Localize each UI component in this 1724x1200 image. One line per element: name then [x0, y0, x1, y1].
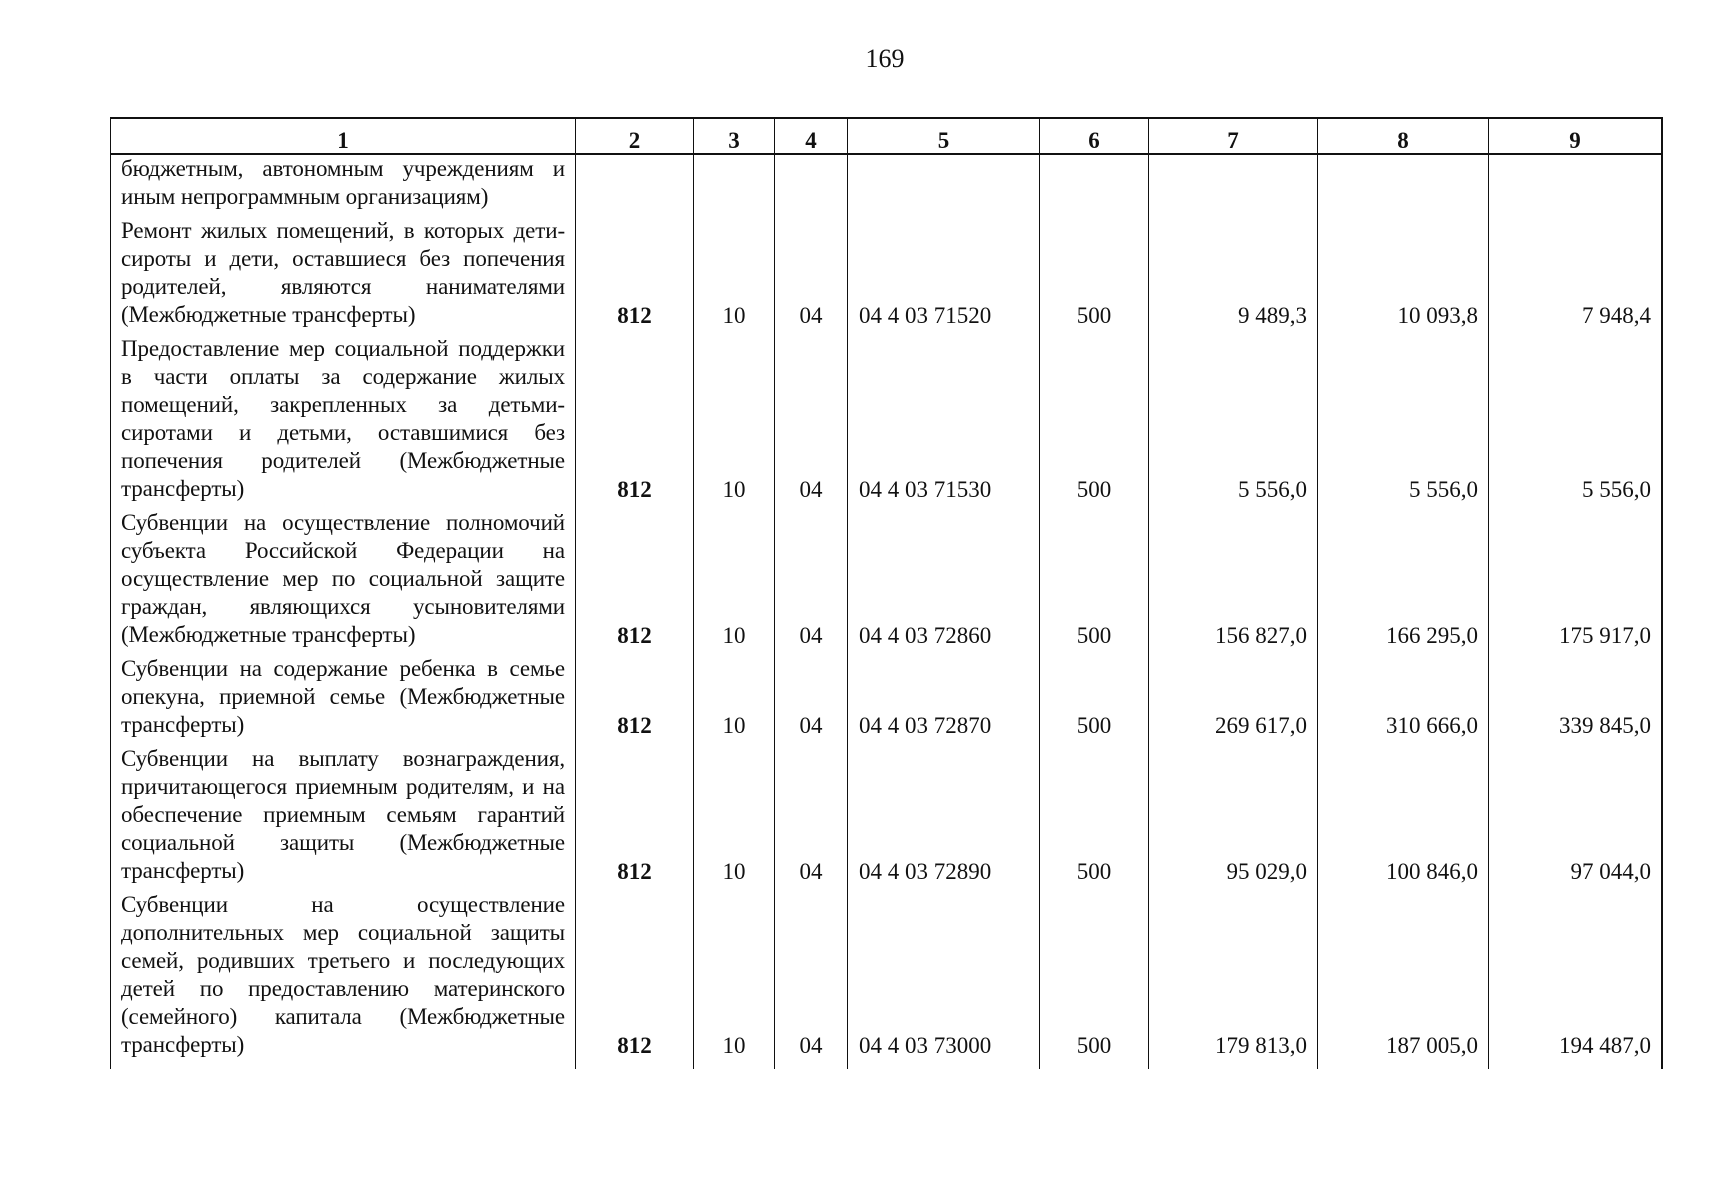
cell-subsection: 04 [774, 217, 847, 335]
cell-ministry-code: 812 [575, 745, 693, 891]
cell-amount-year2: 10 093,8 [1317, 217, 1488, 335]
cell-subsection: 04 [774, 509, 847, 655]
cell-target-article: 04 4 03 72860 [847, 509, 1039, 655]
cell-amount-year3 [1488, 155, 1663, 217]
cell-amount-year1: 179 813,0 [1148, 891, 1317, 1065]
cell-subsection: 04 [774, 335, 847, 509]
cell-expense-type: 500 [1039, 335, 1148, 509]
header-cell: 6 [1039, 119, 1148, 155]
cell-subsection: 04 [774, 745, 847, 891]
cell-section: 10 [693, 891, 774, 1065]
cell-target-article: 04 4 03 72870 [847, 655, 1039, 745]
row-description: Субвенции на осуществление дополнительных мер социальной защиты семей, родивших третьего и последующих детей по предоставлению материнского (семейного) капитала (Межбюджетные трансферты) [110, 891, 575, 1065]
cell-ministry-code: 812 [575, 891, 693, 1065]
cell-section: 10 [693, 335, 774, 509]
table-row [110, 891, 1663, 1065]
cell-amount-year3: 97 044,0 [1488, 745, 1663, 891]
cell-target-article: 04 4 03 71520 [847, 217, 1039, 335]
cell-ministry-code [575, 155, 693, 217]
table-row [110, 745, 1663, 891]
cell-amount-year1: 5 556,0 [1148, 335, 1317, 509]
cell-subsection: 04 [774, 655, 847, 745]
cell-target-article [847, 155, 1039, 217]
row-description: Субвенции на осуществление полномочий субъекта Российской Федерации на осуществление мер по социальной защите граждан, являющихся усыновителями (Межбюджетные трансферты) [110, 509, 575, 655]
cell-section: 10 [693, 217, 774, 335]
table-row [110, 155, 1663, 217]
table-header-row [110, 119, 1663, 155]
cell-ministry-code: 812 [575, 217, 693, 335]
header-cell: 3 [693, 119, 774, 155]
cell-subsection [774, 155, 847, 217]
cell-amount-year1 [1148, 155, 1317, 217]
cell-expense-type [1039, 155, 1148, 217]
page-number: 169 [865, 44, 905, 73]
header-cell: 7 [1148, 119, 1317, 155]
cell-amount-year2: 5 556,0 [1317, 335, 1488, 509]
header-cell: 1 [110, 119, 575, 155]
cell-ministry-code: 812 [575, 509, 693, 655]
cell-ministry-code: 812 [575, 655, 693, 745]
cell-expense-type: 500 [1039, 217, 1148, 335]
cell-expense-type: 500 [1039, 745, 1148, 891]
cell-amount-year3: 175 917,0 [1488, 509, 1663, 655]
cell-expense-type: 500 [1039, 655, 1148, 745]
cell-amount-year1: 9 489,3 [1148, 217, 1317, 335]
cell-amount-year2: 166 295,0 [1317, 509, 1488, 655]
cell-target-article: 04 4 03 73000 [847, 891, 1039, 1065]
row-description: Субвенции на выплату вознаграждения, причитающегося приемным родителям, и на обеспечение приемным семьям гарантий социальной защиты (Межбюджетные трансферты) [110, 745, 575, 891]
cell-section: 10 [693, 509, 774, 655]
cell-amount-year1: 95 029,0 [1148, 745, 1317, 891]
row-description: Ремонт жилых помещений, в которых дети-сироты и дети, оставшиеся без попечения родителей, являются нанимателями (Межбюджетные трансферты) [110, 217, 575, 335]
cell-amount-year3: 7 948,4 [1488, 217, 1663, 335]
cell-section: 10 [693, 745, 774, 891]
cell-amount-year2: 100 846,0 [1317, 745, 1488, 891]
table-continuation [110, 1065, 1663, 1069]
cell-expense-type: 500 [1039, 509, 1148, 655]
table-row [110, 509, 1663, 655]
row-description: Субвенции на содержание ребенка в семье опекуна, приемной семье (Межбюджетные трансферты) [110, 655, 575, 745]
cell-subsection: 04 [774, 891, 847, 1065]
table-row [110, 217, 1663, 335]
cell-expense-type: 500 [1039, 891, 1148, 1065]
cell-ministry-code: 812 [575, 335, 693, 509]
cell-amount-year2 [1317, 155, 1488, 217]
cell-amount-year3: 194 487,0 [1488, 891, 1663, 1065]
header-cell: 9 [1488, 119, 1663, 155]
cell-amount-year2: 310 666,0 [1317, 655, 1488, 745]
row-description: Предоставление мер социальной поддержки в части оплаты за содержание жилых помещений, закрепленных за детьми-сиротами и детьми, оставшимися без попечения родителей (Межбюджетные трансферты) [110, 335, 575, 509]
cell-amount-year2: 187 005,0 [1317, 891, 1488, 1065]
header-cell: 4 [774, 119, 847, 155]
header-cell: 8 [1317, 119, 1488, 155]
cell-amount-year3: 5 556,0 [1488, 335, 1663, 509]
cell-target-article: 04 4 03 72890 [847, 745, 1039, 891]
table-row [110, 335, 1663, 509]
cell-amount-year3: 339 845,0 [1488, 655, 1663, 745]
cell-section: 10 [693, 655, 774, 745]
row-description: бюджетным, автономным учреждениям и иным непрограммным организациям) [110, 155, 575, 217]
cell-target-article: 04 4 03 71530 [847, 335, 1039, 509]
header-cell: 5 [847, 119, 1039, 155]
table-row [110, 655, 1663, 745]
budget-table [110, 117, 1663, 1069]
header-cell: 2 [575, 119, 693, 155]
cell-amount-year1: 269 617,0 [1148, 655, 1317, 745]
cell-section [693, 155, 774, 217]
cell-amount-year1: 156 827,0 [1148, 509, 1317, 655]
